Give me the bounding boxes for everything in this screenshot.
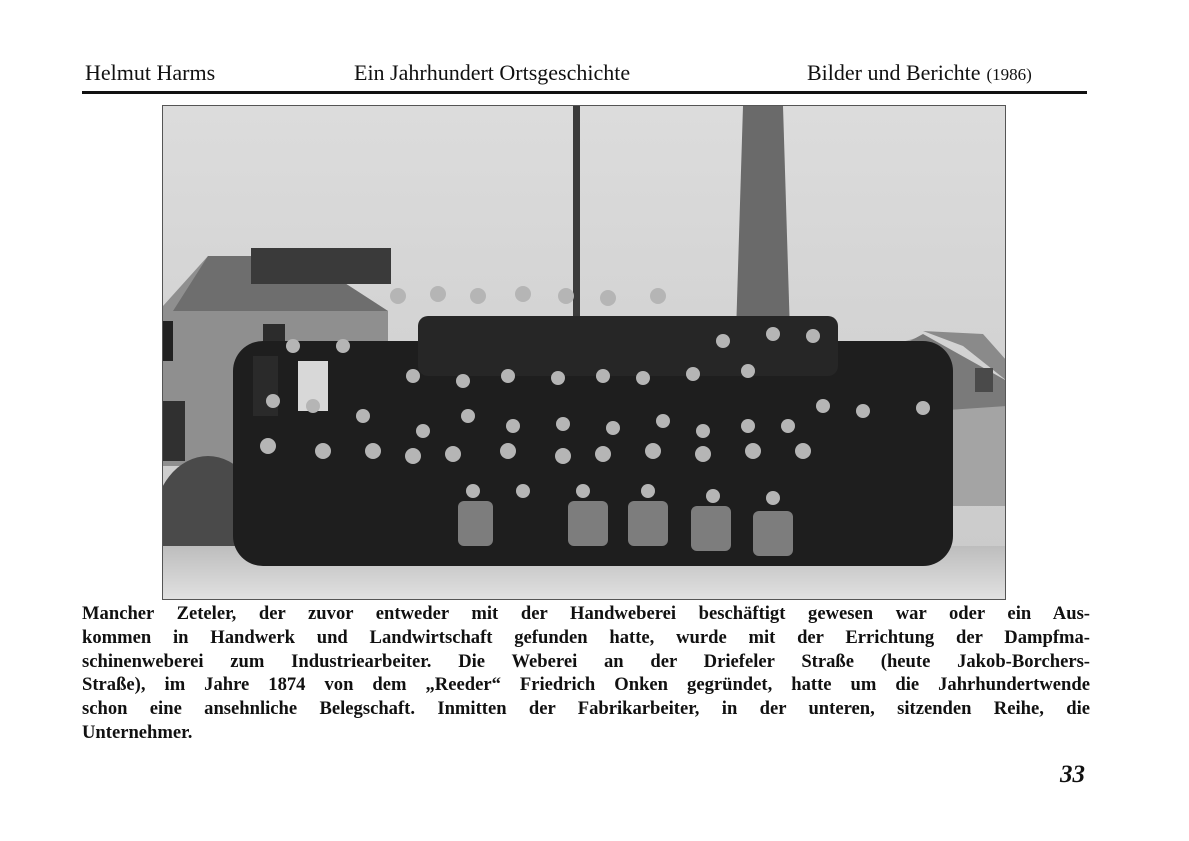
group-photo [162, 105, 1006, 600]
header-series [807, 58, 1032, 90]
caption-line: Unternehmer. [82, 721, 193, 743]
header-series-label: Bilder und Berichte [807, 60, 981, 85]
group-photo-illustration [163, 106, 1006, 600]
caption-line: kommen in Handwerk und Landwirtschaft gefunden hatte, wurde mit der Errichtung der Dampfma- [82, 626, 1090, 648]
header-rule [82, 91, 1087, 94]
caption-line: Mancher Zeteler, der zuvor entweder mit der Handweberei beschäftigt gewesen war oder ein Aus- [82, 603, 1090, 624]
header-title: Ein Jahrhundert Ortsgeschichte [354, 60, 631, 85]
header-author: Helmut Harms [85, 60, 216, 85]
header-year: (1986) [986, 65, 1032, 84]
caption-line: schon eine ansehnliche Belegschaft. Inmitten der Fabrikarbeiter, in der unteren, sitzenden Reihe, die [82, 698, 1090, 720]
photo-caption [82, 602, 1090, 745]
page-number: 33 [1060, 761, 1085, 788]
caption-line: Straße), im Jahre 1874 von dem „Reeder“ Friedrich Onken gegründet, hatte um die Jahrhundertwende [82, 674, 1090, 696]
caption-line: schinenweberei zum Industriearbeiter. Die Weberei an der Driefeler Straße (heute Jakob-Borchers- [82, 650, 1090, 672]
